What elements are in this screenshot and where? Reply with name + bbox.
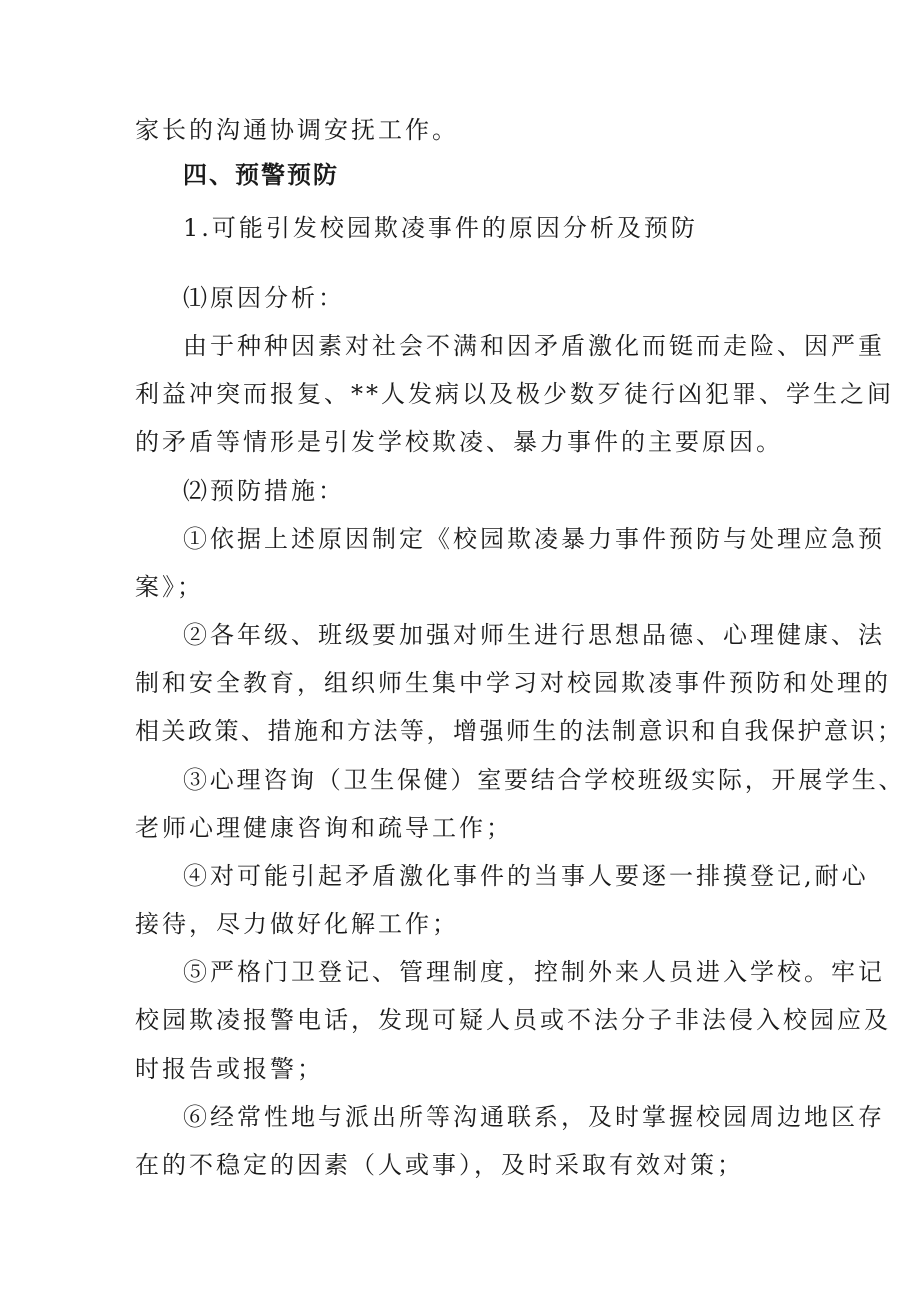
list-item-line: ④对可能引起矛盾激化事件的当事人要逐一排摸登记,耐心: [183, 862, 869, 890]
list-item-line: ⑥经常性地与派出所等沟通联系，及时掌握校园周边地区存: [183, 1103, 885, 1131]
list-item-line: 制和安全教育，组织师生集中学习对校园欺凌事件预防和处理的: [135, 669, 891, 697]
list-item-line: 时报告或报警；: [135, 1055, 324, 1083]
list-item-line: 校园欺凌报警电话，发现可疑人员或不法分子非法侵入校园应及: [135, 1006, 891, 1034]
paragraph-continuation: 家长的沟通协调安抚工作。: [135, 116, 459, 144]
list-item-line: 老师心理健康咨询和疏导工作；: [135, 814, 513, 842]
list-item-line: 案》；: [135, 573, 204, 601]
list-item-line: 在的不稳定的因素（人或事），及时采取有效对策；: [135, 1151, 744, 1179]
list-item-line: ②各年级、班级要加强对师生进行思想品德、心理健康、法: [183, 621, 885, 649]
item-heading-prevention: ⑵预防措施：: [183, 477, 345, 505]
item-heading-cause: ⑴原因分析：: [183, 284, 345, 312]
paragraph-line: 由于种种因素对社会不满和因矛盾激化而铤而走险、因严重: [183, 332, 885, 360]
list-item-line: ①依据上述原因制定《校园欺凌暴力事件预防与处理应急预: [183, 525, 885, 553]
paragraph-line: 的矛盾等情形是引发学校欺凌、暴力事件的主要原因。: [135, 428, 783, 456]
section-heading: 四、预警预防: [183, 161, 339, 189]
list-item-line: ③心理咨询（卫生保健）室要结合学校班级实际，开展学生、: [183, 766, 906, 794]
paragraph-line: 利益冲突而报复、**人发病以及极少数歹徒行凶犯罪、学生之间: [135, 380, 894, 408]
subsection-heading: 1.可能引发校园欺凌事件的原因分析及预防: [183, 214, 698, 242]
list-item-line: ⑤严格门卫登记、管理制度，控制外来人员进入学校。牢记: [183, 958, 885, 986]
list-item-line: 接待，尽力做好化解工作；: [135, 910, 459, 938]
list-item-line: 相关政策、措施和方法等，增强师生的法制意识和自我保护意识；: [135, 717, 904, 745]
